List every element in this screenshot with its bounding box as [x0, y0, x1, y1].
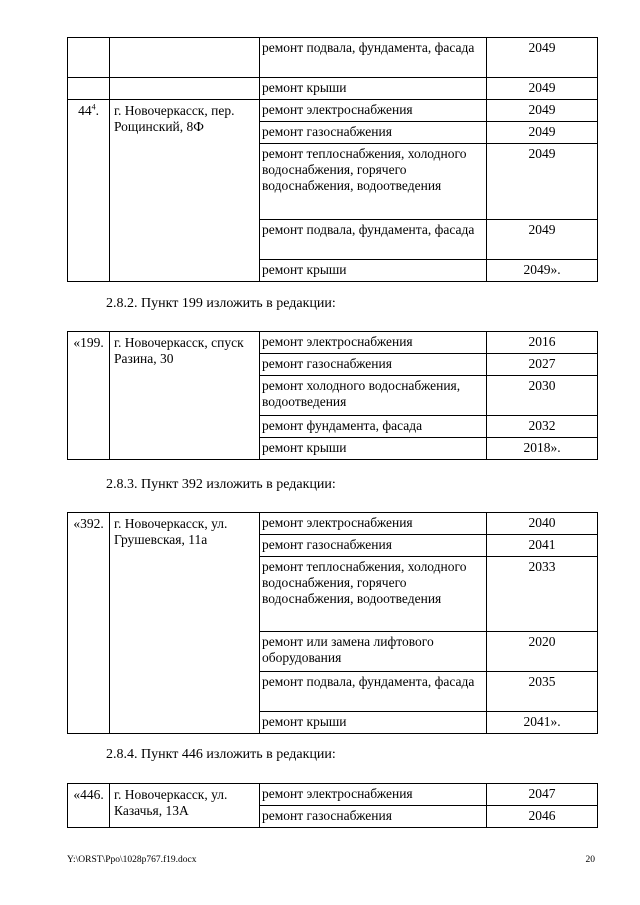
year-cell: 2041».: [487, 712, 598, 734]
empty-cell: [68, 38, 110, 78]
year-cell: 2016: [487, 332, 598, 354]
year-cell: 2030: [487, 376, 598, 416]
year-cell: 2049: [487, 78, 598, 100]
year-cell: 2035: [487, 672, 598, 712]
year-cell: 2041: [487, 535, 598, 557]
work-cell: ремонт электроснабжения: [260, 100, 487, 122]
work-cell: ремонт газоснабжения: [260, 806, 487, 828]
work-cell: ремонт теплоснабжения, холодного водоснабжения, горячего водоснабжения, водоотведения: [260, 144, 487, 220]
empty-cell: [110, 38, 260, 78]
entry-number-base: 44: [78, 103, 92, 118]
year-cell: 2033: [487, 557, 598, 632]
year-cell: 2047: [487, 784, 598, 806]
table-entry-199: [67, 331, 598, 460]
work-cell: ремонт подвала, фундамента, фасада: [260, 672, 487, 712]
work-cell: ремонт крыши: [260, 78, 487, 100]
year-cell: 2040: [487, 513, 598, 535]
year-cell: 2049: [487, 220, 598, 260]
entry-number-superscript: 4: [91, 102, 96, 112]
footer-file-path: Y:\ORST\Ppo\1028p767.f19.docx: [67, 855, 197, 865]
address-cell: г. Новочеркасск, ул. Казачья, 13А: [110, 784, 260, 828]
work-cell: ремонт фундамента, фасада: [260, 416, 487, 438]
table-entry-446: [67, 783, 598, 828]
address-cell: г. Новочеркасск, пер. Рощинский, 8Ф: [110, 100, 260, 282]
entry-number: [68, 100, 110, 282]
work-cell: ремонт электроснабжения: [260, 784, 487, 806]
year-cell: 2049: [487, 122, 598, 144]
table-entry-44-4: [67, 37, 598, 282]
work-cell: ремонт крыши: [260, 260, 487, 282]
empty-cell: [110, 78, 260, 100]
entry-number: «199.: [68, 332, 110, 460]
year-cell: 2020: [487, 632, 598, 672]
work-cell: ремонт крыши: [260, 438, 487, 460]
year-cell: 2032: [487, 416, 598, 438]
work-cell: ремонт теплоснабжения, холодного водоснабжения, горячего водоснабжения, водоотведения: [260, 557, 487, 632]
footer-page-number: 20: [585, 855, 595, 865]
address-cell: г. Новочеркасск, ул. Грушевская, 11а: [110, 513, 260, 734]
entry-number: «446.: [68, 784, 110, 828]
entry-number: «392.: [68, 513, 110, 734]
table-entry-392: [67, 512, 598, 734]
work-cell: ремонт крыши: [260, 712, 487, 734]
work-cell: ремонт электроснабжения: [260, 513, 487, 535]
empty-cell: [68, 78, 110, 100]
year-cell: 2027: [487, 354, 598, 376]
year-cell: 2049: [487, 100, 598, 122]
year-cell: 2046: [487, 806, 598, 828]
work-cell: ремонт электроснабжения: [260, 332, 487, 354]
work-cell: ремонт или замена лифтового оборудования: [260, 632, 487, 672]
year-cell: 2049: [487, 38, 598, 78]
paragraph-2-8-2: 2.8.2. Пункт 199 изложить в редакции:: [106, 296, 336, 311]
address-cell: г. Новочеркасск, спуск Разина, 30: [110, 332, 260, 460]
entry-number-suffix: .: [95, 103, 99, 118]
work-cell: ремонт газоснабжения: [260, 122, 487, 144]
work-cell: ремонт газоснабжения: [260, 535, 487, 557]
work-cell: ремонт подвала, фундамента, фасада: [260, 220, 487, 260]
work-cell: ремонт подвала, фундамента, фасада: [260, 38, 487, 78]
year-cell: 2049».: [487, 260, 598, 282]
paragraph-2-8-3: 2.8.3. Пункт 392 изложить в редакции:: [106, 477, 336, 492]
year-cell: 2049: [487, 144, 598, 220]
work-cell: ремонт газоснабжения: [260, 354, 487, 376]
year-cell: 2018».: [487, 438, 598, 460]
paragraph-2-8-4: 2.8.4. Пункт 446 изложить в редакции:: [106, 747, 336, 762]
work-cell: ремонт холодного водоснабжения, водоотведения: [260, 376, 487, 416]
